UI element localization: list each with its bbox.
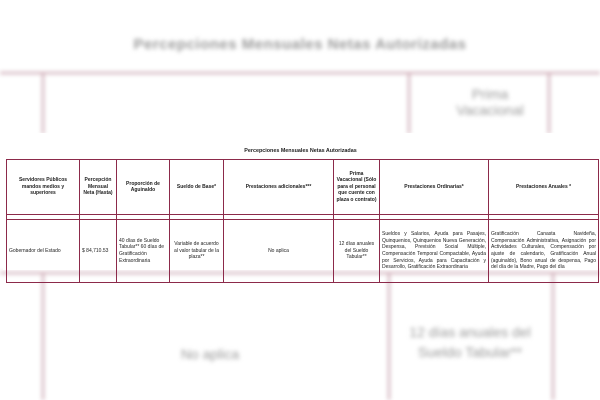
header-adicionales: Prestaciones adicionales*** [224, 160, 334, 215]
header-aguinaldo: Proporción de Aguinaldo [117, 160, 170, 215]
background-top-right-text: Prima Vacacional [456, 86, 524, 118]
cell-adicionales: No aplica [224, 220, 334, 283]
cell-aguinaldo: 40 días de Sueldo Tabular** 60 días de Gratificación Extraordinaria [117, 220, 170, 283]
background-bottom-right-text: 12 días anuales del Sueldo Tabular** [409, 324, 531, 360]
header-sueldo: Sueldo de Base* [170, 160, 224, 215]
background-line-bottom-left [42, 272, 44, 400]
background-line-right [408, 72, 410, 134]
cell-servidor: Gobernador del Estado [7, 220, 80, 283]
cell-anuales: Gratificación Canasta Navideña, Compensación Administrativa, Asignación por Actividades Culturales, Compensación por ajuste de calendario, Gratificación Anual (aguinaldo), Bono anual de despensa, Pago del día de la Madre, Pago del día [489, 220, 599, 283]
background-line-top [0, 72, 600, 74]
header-anuales: Prestaciones Anuales * [489, 160, 599, 215]
cell-prima: 12 días anuales del Sueldo Tabular** [334, 220, 380, 283]
header-prima: Prima Vacacional (Sólo para el personal que cuente con plaza o contrato) [334, 160, 380, 215]
document-excerpt [3, 133, 598, 270]
background-line-bottom-right [552, 272, 554, 400]
background-title: Percepciones Mensuales Netas Autorizadas [133, 36, 467, 53]
currency-symbol: $ [82, 247, 85, 254]
table-title: Percepciones Mensuales Netas Autorizadas [244, 148, 357, 154]
header-servidores: Servidores Públicos mandos medios y superiores [7, 160, 80, 215]
background-line-left [42, 72, 44, 134]
background-line-far-right [548, 72, 550, 134]
percepciones-table [6, 159, 599, 283]
percepcion-value: 84,710.53 [86, 247, 109, 254]
background-line-bottom-mid [388, 272, 390, 400]
background-bottom-center-text: No aplica [180, 346, 240, 362]
table-row [7, 220, 599, 283]
header-row [7, 160, 599, 215]
cell-percepcion [80, 220, 117, 283]
header-percepcion: Percepción Mensual Neta (Hasta) [80, 160, 117, 215]
header-ordinarias: Prestaciones Ordinarias* [380, 160, 489, 215]
cell-ordinarias: Sueldos y Salarios, Ayuda para Pasajes, Quinquenios, Quinquenios Nueva Generación, Despensa, Previsión Social Múltiple, Compensación Temporal Compactable, Ayuda por Servicios, Ayuda para Capacitación y Desarrollo, Gratificación Extraordinaria [380, 220, 489, 283]
cell-sueldo: Variable de acuerdo al valor tabular de la plaza** [170, 220, 224, 283]
